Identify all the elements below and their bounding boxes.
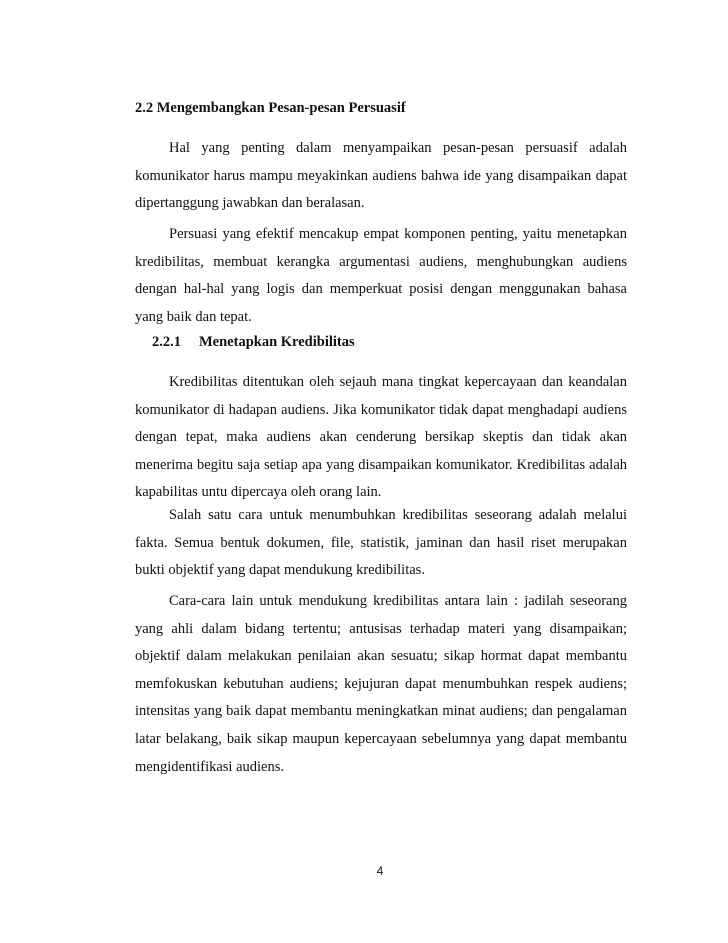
subsection-heading bbox=[152, 333, 355, 351]
page-number: 4 bbox=[376, 864, 384, 878]
paragraph-intro: Hal yang penting dalam menyampaikan pesan-pesan persuasif adalah komunikator harus mampu meyakinkan audiens bahwa ide yang disampaikan dapat dipertanggung jawabkan dan beralasan. bbox=[135, 140, 627, 212]
section-heading: 2.2 Mengembangkan Pesan-pesan Persuasif bbox=[135, 100, 406, 116]
paragraph-credibility-facts: Salah satu cara untuk menumbuhkan kredibilitas seseorang adalah melalui fakta. Semua bentuk dokumen, file, statistik, jaminan dan hasil riset merupakan bukti objektif yang dapat mendukung kredibilitas. bbox=[135, 507, 627, 579]
subsection-number: 2.2.1 bbox=[152, 334, 181, 350]
paragraph-credibility-definition: Kredibilitas ditentukan oleh sejauh mana tingkat kepercayaan dan keandalan komunikator di hadapan audiens. Jika komunikator tidak dapat menghadapi audiens dengan tepat, maka audiens akan cenderung bersikap skeptis dan tidak akan menerima begitu saja setiap apa yang disampaikan komunikator. Kredibilitas adalah kapabilitas untu dipercaya oleh orang lain. bbox=[135, 374, 627, 501]
subsection-title: Menetapkan Kredibilitas bbox=[199, 334, 355, 350]
paragraph-persuasion-components: Persuasi yang efektif mencakup empat komponen penting, yaitu menetapkan kredibilitas, membuat kerangka argumentasi audiens, menghubungkan audiens dengan hal-hal yang logis dan memperkuat posisi dengan menggunakan bahasa yang baik dan tepat. bbox=[135, 226, 627, 325]
paragraph-credibility-ways: Cara-cara lain untuk mendukung kredibilitas antara lain : jadilah seseorang yang ahli dalam bidang tertentu; antusisas terhadap materi yang disampaikan; objektif dalam melakukan penilaian akan sesuatu; sikap hormat dapat membantu memfokuskan kebutuhan audiens; kejujuran dapat menumbuhkan respek audiens; intensitas yang baik dapat membantu meningkatkan minat audiens; dan pengalaman latar belakang, baik sikap maupun kepercayaan sebelumnya yang dapat membantu mengidentifikasi audiens. bbox=[135, 593, 627, 775]
